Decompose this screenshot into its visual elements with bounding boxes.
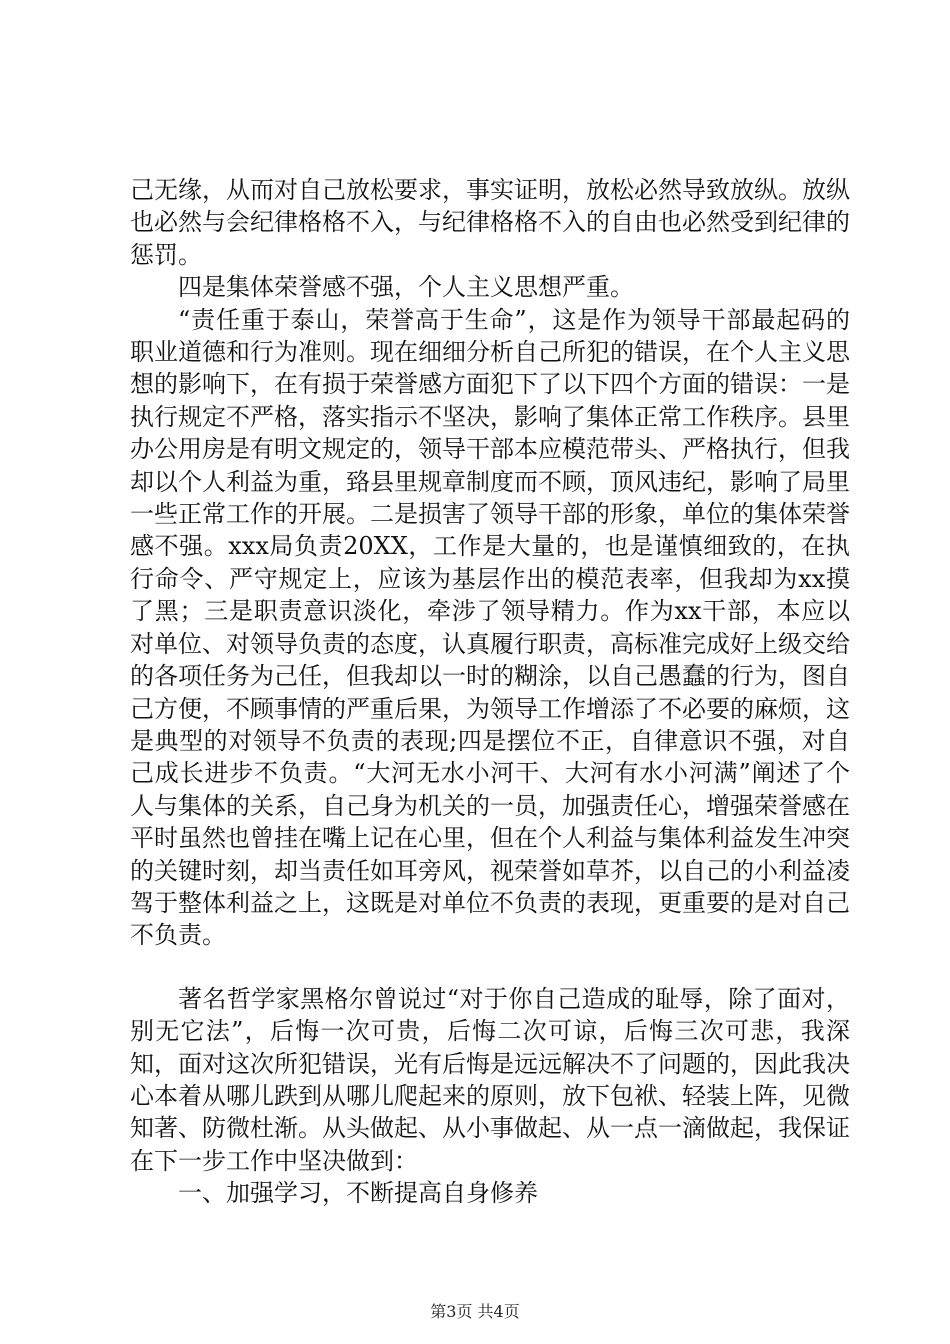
paragraph-section-one: 一、加强学习，不断提高自身修养 [178, 1179, 538, 1208]
document-body [130, 174, 850, 1210]
paragraph-spacer [130, 952, 850, 983]
paragraph-continuation: 己无缘，从而对自己放松要求，事实证明，放松必然导致放纵。放纵也必然与会纪律格格不入，与纪律格格不入的自由也必然受到纪律的惩罚。 [130, 176, 850, 269]
paragraph-honor-analysis: “责任重于泰山，荣誉高于生命”，这是作为领导干部最起码的职业道德和行为准则。现在细细分析自己所犯的错误，在个人主义思想的影响下，在有损于荣誉感方面犯下了以下四个方面的错误：一是执行规定不严格，落实指示不坚决，影响了集体正常工作秩序。县里办公用房是有明文规定的，领导干部本应模范带头、严格执行，但我却以个人利益为重，臵县里规章制度而不顾，顶风违纪，影响了局里一些正常工作的开展。二是损害了领导干部的形象，单位的集体荣誉感不强。xxx局负责20XX，工作是大量的，也是谨慎细致的，在执行命令、严守规定上，应该为基层作出的模范表率，但我却为xx摸了黑；三是职责意识淡化，牵涉了领导精力。作为xx干部，本应以对单位、对领导负责的态度，认真履行职责，高标准完成好上级交给的各项任务为己任，但我却以一时的糊涂，以自己愚蠢的行为，图自己方便，不顾事情的严重后果，为领导工作增添了不必要的麻烦，这是典型的对领导不负责的表现;四是摆位不正，自律意识不强，对自己成长进步不负责。“大河无水小河干、大河有水小河满”阐述了个人与集体的关系，自己身为机关的一员，加强责任心，增强荣誉感在平时虽然也曾挂在嘴上记在心里，但在个人利益与集体利益发生冲突的关键时刻，却当责任如耳旁风，视荣誉如草芥，以自己的小利益凌驾于整体利益之上，这既是对单位不负责的表现，更重要的是对自己不负责。 [130, 305, 850, 950]
paragraph-heading-four: 四是集体荣誉感不强，个人主义思想严重。 [178, 273, 634, 302]
page-number-footer: 第3页 共4页 [430, 1302, 520, 1321]
paragraph-hegel-quote: 著名哲学家黑格尔曾说过“对于你自己造成的耻辱，除了面对，别无它法”，后悔一次可贵，后悔二次可谅，后悔三次可悲，我深知，面对这次所犯错误，光有后悔是远远解决不了问题的，因此我决心本着从哪儿跌到从哪儿爬起来的原则，放下包袱、轻装上阵，见微知著、防微杜渐。从头做起、从小事做起、从一点一滴做起，我保证在下一步工作中坚决做到： [130, 984, 850, 1175]
